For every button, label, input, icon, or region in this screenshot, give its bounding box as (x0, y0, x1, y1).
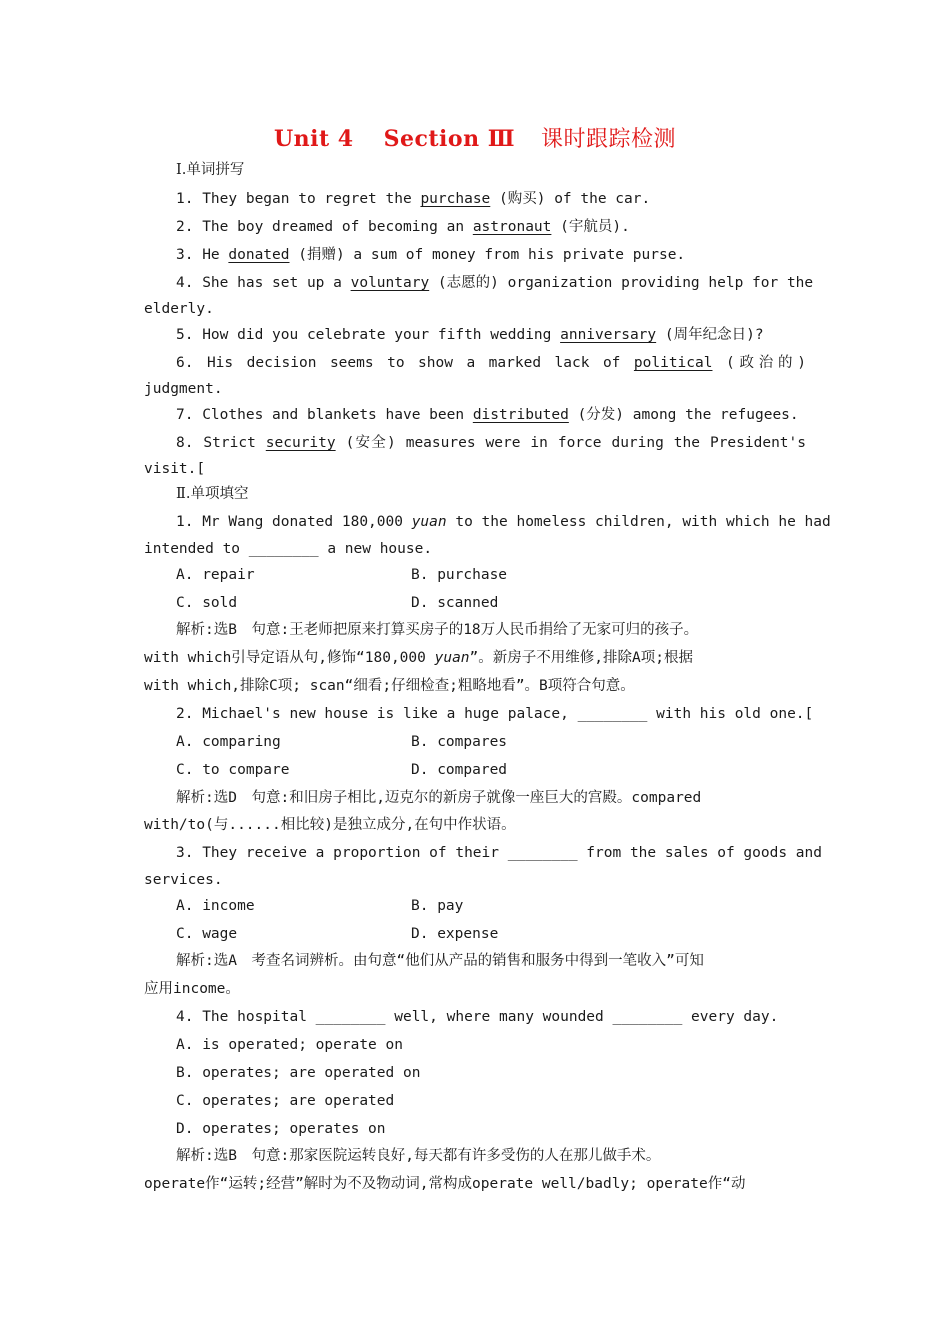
q2-option-d: D. compared (411, 762, 508, 778)
answer: security (265, 435, 336, 451)
q4-explanation-1: 解析:选B 句意:那家医院运转良好,每天都有许多受伤的人在那儿做手术。 (176, 1148, 661, 1164)
q4-stem: 4. The hospital ________ well, where many wounded ________ every day. (176, 1009, 779, 1025)
answer: purchase (420, 191, 491, 207)
q4-explanation-2: operate作“运转;经营”解时为不及物动词,常构成operate well/badly; operate作“动 (144, 1176, 746, 1192)
q3-option-c: C. wage (176, 926, 238, 942)
q1-option-d: D. scanned (411, 595, 499, 611)
q3-option-b: B. pay (411, 898, 464, 914)
part1-item-5: 5. How did you celebrate your fifth wedding anniversary (周年纪念日)? (176, 327, 764, 343)
q1-option-b: B. purchase (411, 567, 508, 583)
part1-item-8-cont: visit.[ (144, 461, 206, 477)
answer: distributed (472, 407, 569, 423)
title-section: Section Ⅲ (383, 126, 516, 152)
part1-heading: Ⅰ.单词拼写 (176, 162, 245, 178)
q3-explanation-1: 解析:选A 考查名词辨析。由句意“他们从产品的销售和服务中得到一笔收入”可知 (176, 953, 704, 969)
answer: astronaut (472, 219, 552, 235)
q2-option-b: B. compares (411, 734, 508, 750)
page-title (0, 122, 950, 153)
q3-option-a: A. income (176, 898, 255, 914)
answer: donated (228, 247, 290, 263)
q4-option-c: C. operates; are operated (176, 1093, 395, 1109)
q2-option-c: C. to compare (176, 762, 290, 778)
part1-item-3: 3. He donated (捐赠) a sum of money from his private purse. (176, 247, 686, 263)
q1-explanation-3: with which,排除C项; scan“细看;仔细检查;粗略地看”。B项符合句意。 (144, 678, 635, 694)
answer: political (633, 355, 713, 371)
q4-option-b: B. operates; are operated on (176, 1065, 421, 1081)
q2-explanation-2: with/to(与......相比较)是独立成分,在句中作状语。 (144, 817, 516, 833)
part1-item-4: 4. She has set up a voluntary (志愿的) organization providing help for the (176, 275, 814, 291)
answer: anniversary (560, 327, 657, 343)
answer: voluntary (350, 275, 430, 291)
q4-option-a: A. is operated; operate on (176, 1037, 403, 1053)
q3-stem: 3. They receive a proportion of their ________ from the sales of goods and (176, 845, 823, 861)
q4-option-d: D. operates; operates on (176, 1121, 386, 1137)
title-unit: Unit 4 (273, 126, 354, 152)
part1-item-7: 7. Clothes and blankets have been distributed (分发) among the refugees. (176, 407, 799, 423)
part2-heading: Ⅱ.单项填空 (176, 486, 249, 502)
q2-explanation-1: 解析:选D 句意:和旧房子相比,迈克尔的新房子就像一座巨大的宫殿。compared (176, 790, 702, 806)
q2-option-a: A. comparing (176, 734, 281, 750)
part1-item-6-cont: judgment. (144, 381, 223, 397)
q2-stem: 2. Michael's new house is like a huge palace, ________ with his old one.[ (176, 706, 814, 722)
q1-option-c: C. sold (176, 595, 238, 611)
q1-explanation-2: with which引导定语从句,修饰“180,000 yuan”。新房子不用维修,排除A项;根据 (144, 650, 693, 666)
q3-option-d: D. expense (411, 926, 499, 942)
title-chinese: 课时跟踪检测 (541, 127, 677, 152)
part1-item-6: 6. His decision seems to show a marked lack of political (政治的) (176, 355, 806, 371)
q1-option-a: A. repair (176, 567, 255, 583)
part1-item-8: 8. Strict security (安全) measures were in force during the President's (176, 435, 806, 451)
q3-explanation-2: 应用income。 (144, 981, 240, 997)
q1-explanation-1: 解析:选B 句意:王老师把原来打算买房子的18万人民币捐给了无家可归的孩子。 (176, 622, 699, 638)
part1-item-1: 1. They began to regret the purchase (购买) of the car. (176, 191, 651, 207)
q1-stem: 1. Mr Wang donated 180,000 yuan to the homeless children, with which he had (176, 514, 831, 530)
q1-stem-cont: intended to ________ a new house. (144, 541, 433, 557)
part1-item-2: 2. The boy dreamed of becoming an astronaut (宇航员). (176, 219, 630, 235)
q3-stem-cont: services. (144, 872, 223, 888)
part1-item-4-cont: elderly. (144, 301, 214, 317)
